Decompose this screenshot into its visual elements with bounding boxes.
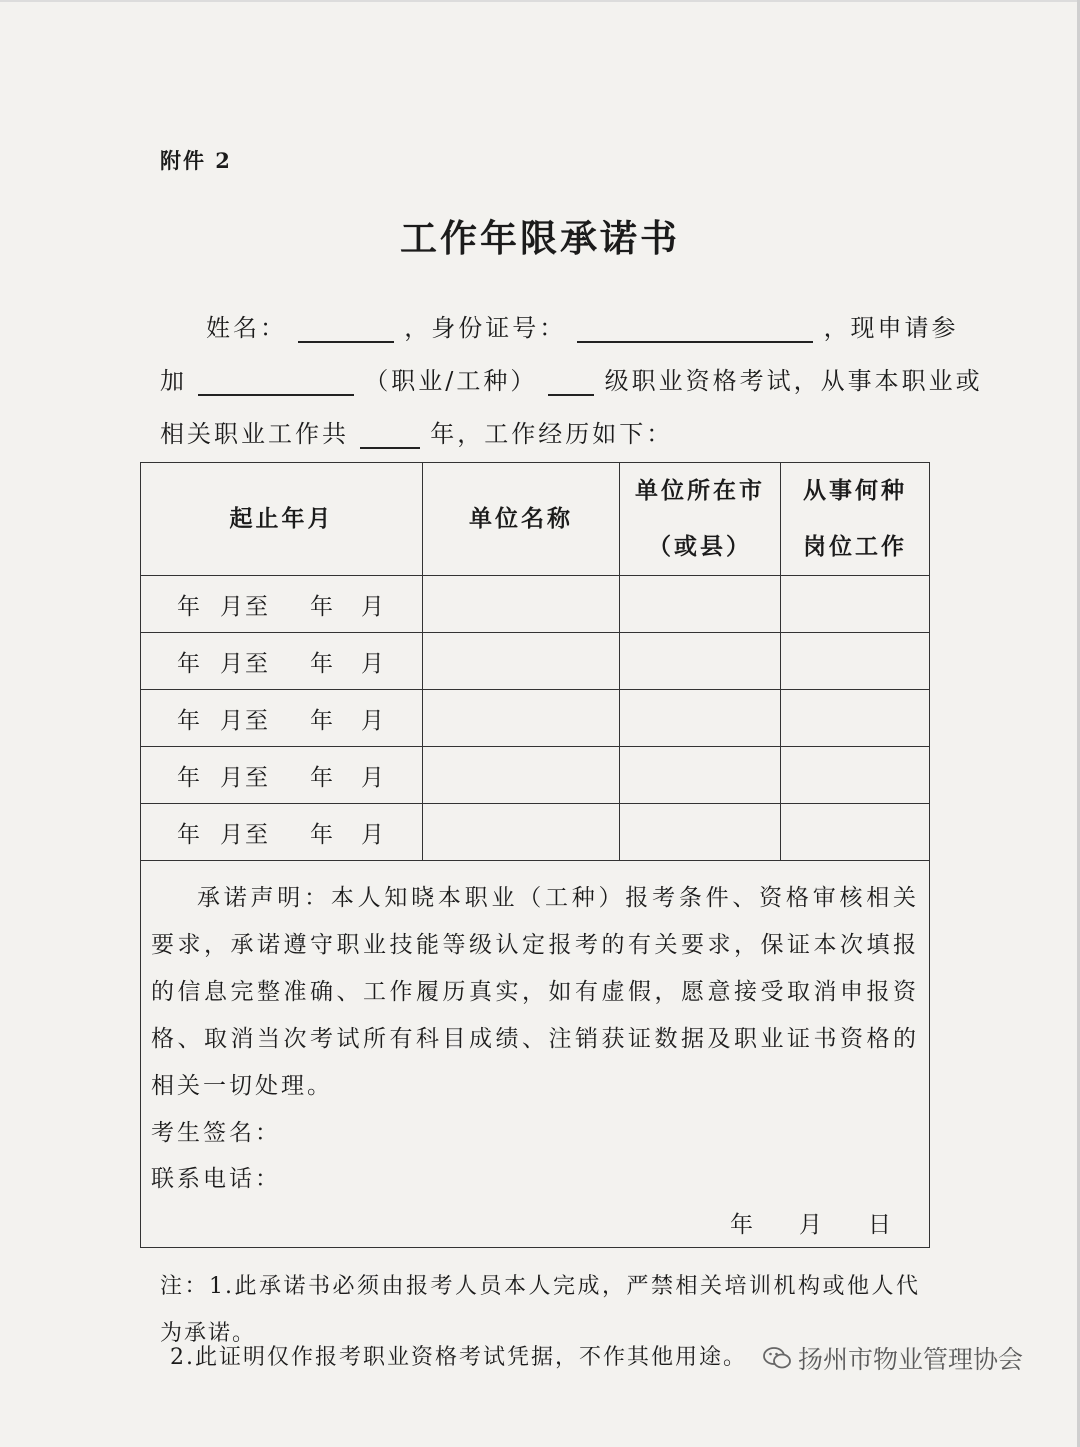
header-post: 从事何种 岗位工作 xyxy=(781,463,930,576)
document-title: 工作年限承诺书 xyxy=(400,216,680,260)
date-line[interactable]: 年 月 日 xyxy=(730,1212,893,1238)
occupation-label: （职业/工种） xyxy=(364,367,538,395)
wechat-icon xyxy=(762,1346,792,1370)
header-city: 单位所在市 （或县） xyxy=(620,463,781,576)
table-row xyxy=(141,804,930,861)
city-cell[interactable] xyxy=(620,804,781,861)
pledge-cell xyxy=(141,861,930,1248)
watermark xyxy=(762,1340,1023,1376)
note-2: 2.此证明仅作报考职业资格考试凭据，不作其他用途。 xyxy=(170,1345,747,1370)
header-company: 单位名称 xyxy=(423,463,620,576)
table-row xyxy=(141,633,930,690)
years-blank[interactable] xyxy=(360,421,420,449)
intro-line-3 xyxy=(160,414,673,449)
apply-text: ，现申请参 xyxy=(823,314,959,342)
watermark-text: 扬州市物业管理协会 xyxy=(798,1345,1024,1374)
city-cell[interactable] xyxy=(620,576,781,633)
scan-edge-top xyxy=(0,0,1080,2)
company-cell[interactable] xyxy=(423,690,620,747)
table-header-row xyxy=(141,463,930,576)
work-history-table xyxy=(140,462,930,1248)
table-row xyxy=(141,576,930,633)
intro-line-1 xyxy=(206,308,959,343)
table-row xyxy=(141,690,930,747)
table-row xyxy=(141,747,930,804)
intro-line-2 xyxy=(160,361,983,396)
pledge-row xyxy=(141,861,930,1248)
work-history-text: 年，工作经历如下： xyxy=(430,420,674,448)
period-cell[interactable]: 年 月至 年 月 xyxy=(141,690,423,747)
company-cell[interactable] xyxy=(423,633,620,690)
post-cell[interactable] xyxy=(781,633,930,690)
period-cell[interactable]: 年 月至 年 月 xyxy=(141,804,423,861)
period-cell[interactable]: 年 月至 年 月 xyxy=(141,747,423,804)
phone-line[interactable]: 联系电话： xyxy=(151,1166,281,1192)
name-label: 姓名： xyxy=(206,314,287,342)
post-cell[interactable] xyxy=(781,690,930,747)
period-cell[interactable]: 年 月至 年 月 xyxy=(141,633,423,690)
id-label: ，身份证号： xyxy=(404,314,567,342)
signature-line[interactable]: 考生签名： xyxy=(151,1120,281,1146)
level-blank[interactable] xyxy=(548,368,594,396)
city-cell[interactable] xyxy=(620,747,781,804)
related-work-text: 相关职业工作共 xyxy=(160,420,349,448)
note-1: 注：1.此承诺书必须由报考人员本人完成，严禁相关培训机构或他人代为承诺。 xyxy=(160,1274,920,1346)
name-blank[interactable] xyxy=(298,315,394,343)
company-cell[interactable] xyxy=(423,747,620,804)
post-cell[interactable] xyxy=(781,747,930,804)
id-number-blank[interactable] xyxy=(577,315,813,343)
join-text: 加 xyxy=(160,367,187,395)
pledge-statement: 承诺声明：本人知晓本职业（工种）报考条件、资格审核相关要求，承诺遵守职业技能等级认定报考的有关要求，保证本次填报的信息完整准确、工作履历真实，如有虚假，愿意接受取消申报资格、取消当次考试所有科目成绩、注销获证数据及职业证书资格的相关一切处理。 xyxy=(151,885,919,1099)
header-period: 起止年月 xyxy=(141,463,423,576)
period-cell[interactable]: 年 月至 年 月 xyxy=(141,576,423,633)
company-cell[interactable] xyxy=(423,804,620,861)
post-cell[interactable] xyxy=(781,804,930,861)
post-cell[interactable] xyxy=(781,576,930,633)
company-cell[interactable] xyxy=(423,576,620,633)
city-cell[interactable] xyxy=(620,690,781,747)
city-cell[interactable] xyxy=(620,633,781,690)
attachment-label: 附件 2 xyxy=(160,148,232,173)
exam-text: 级职业资格考试，从事本职业或 xyxy=(604,367,983,395)
occupation-blank[interactable] xyxy=(198,368,354,396)
